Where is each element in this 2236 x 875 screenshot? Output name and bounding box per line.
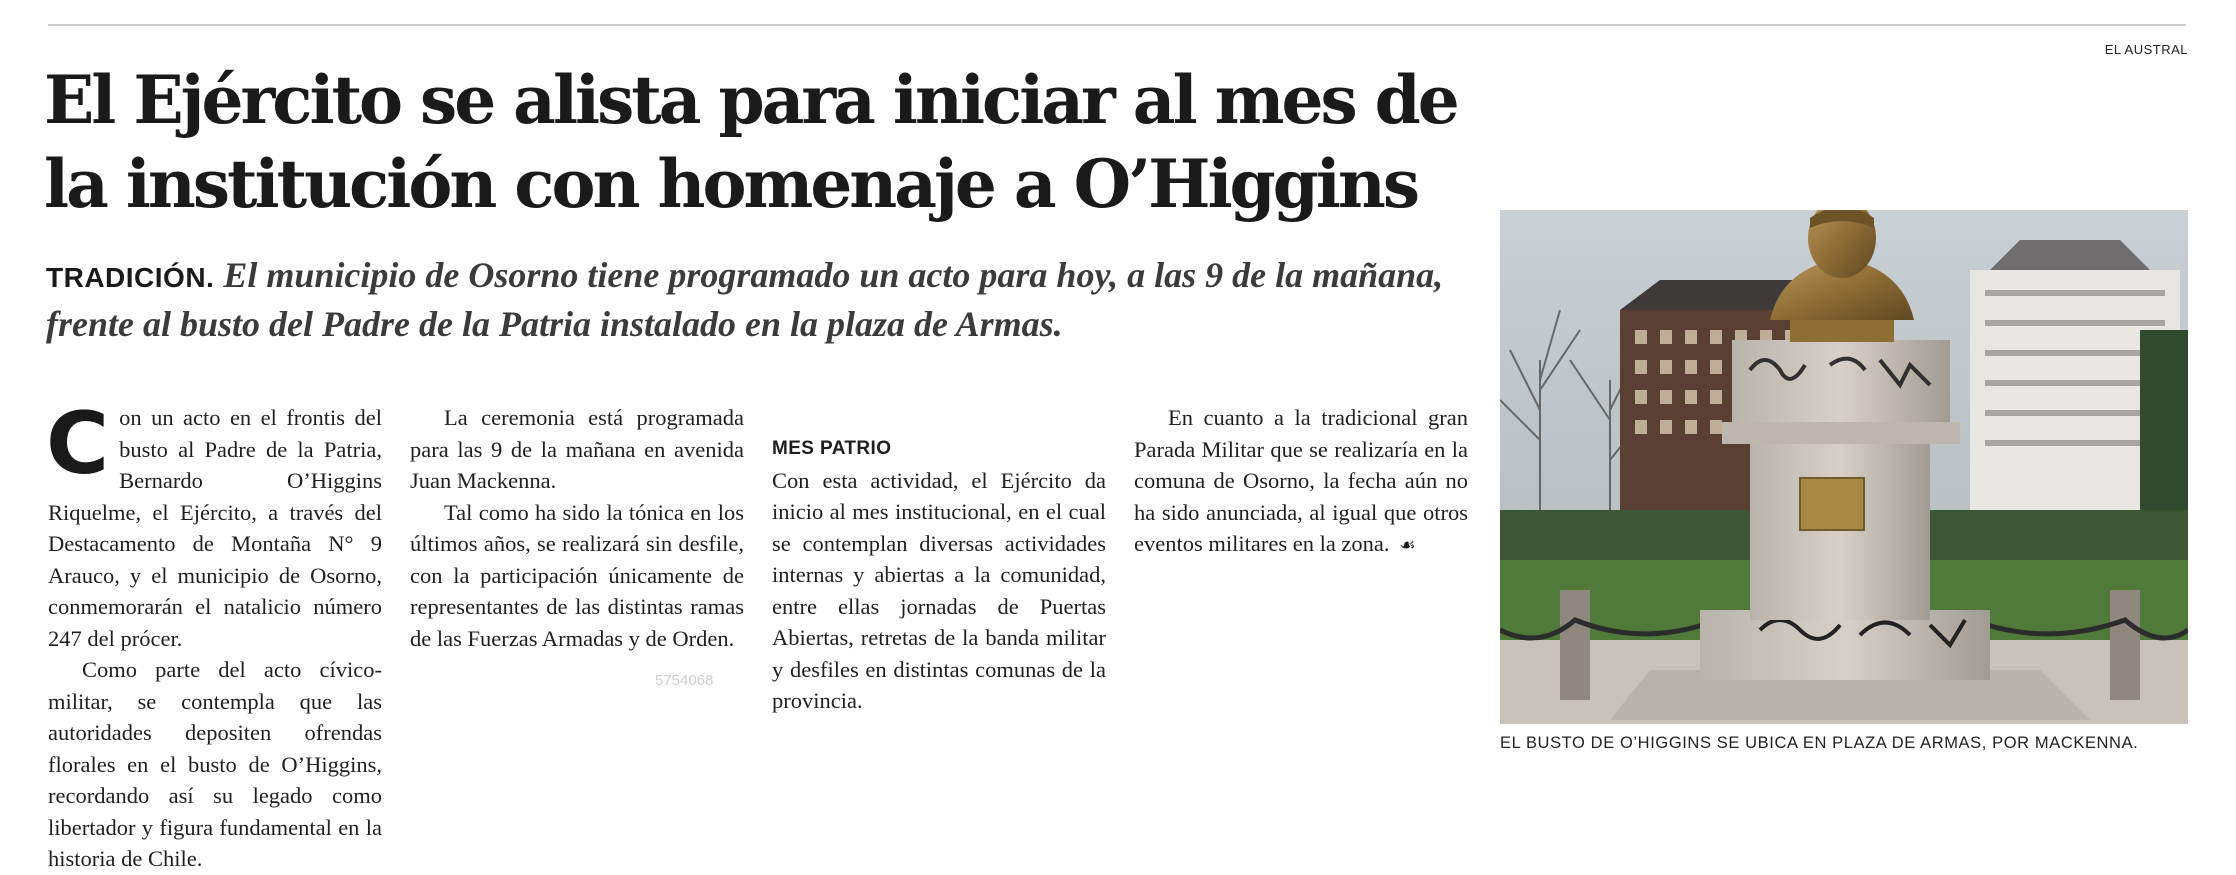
deck xyxy=(46,252,1466,347)
end-mark-icon: ☙ xyxy=(1399,535,1416,556)
photo-bust xyxy=(1500,210,2188,724)
body-text: Con esta actividad, el Ejército da inicio al mes institucional, en el cual se contemplan diversas actividades internas y abiertas a la comunidad, entre ellas jornadas de Puertas Abiertas, retretas de la banda militar y desfiles en distintas comunas de la provincia. xyxy=(772,467,1106,713)
photo-caption: EL BUSTO DE O’HIGGINS SE UBICA EN PLAZA DE ARMAS, POR MACKENNA. xyxy=(1500,734,2139,752)
article-column-2 xyxy=(410,402,744,654)
body-paragraph-6 xyxy=(1134,402,1468,562)
deck-label: TRADICIÓN. xyxy=(46,262,215,293)
body-paragraph-3 xyxy=(410,402,744,497)
body-text: on un acto en el frontis del busto al Padre de la Patria, Bernardo O’Higgins Riquelme, el Ejército, a través del Destacamento de Montaña N° 9 Arauco, y el municipio de Osorno, conmemorarán el natalicio número 247 del prócer. xyxy=(48,405,382,651)
section-subhead: MES PATRIO xyxy=(772,438,892,459)
top-rule xyxy=(48,24,2186,26)
watermark: 5754068 xyxy=(655,672,714,689)
body-text: Como parte del acto cívico-militar, se contempla que las autoridades depositen ofrendas florales en el busto de O’Higgins, recordando así su legado como libertador y figura fundamental en la historia de Chile. xyxy=(48,657,382,871)
bust-photo-illustration xyxy=(1500,210,2188,724)
body-paragraph-4 xyxy=(410,497,744,655)
body-paragraph-1 xyxy=(46,394,382,654)
body-text: La ceremonia está programada para las 9 de la mañana en avenida Juan Mackenna. xyxy=(410,405,744,493)
article-column-4 xyxy=(1134,402,1468,562)
body-paragraph-5 xyxy=(772,465,1106,717)
source-label: EL AUSTRAL xyxy=(2104,42,2188,57)
body-text: En cuanto a la tradicional gran Parada Militar que se realizaría en la comuna de Osorno, la fecha aún no ha sido anunciada, al igual que otros eventos militares en la zona. xyxy=(1134,405,1468,556)
drop-cap: C xyxy=(46,394,110,494)
article-column-1 xyxy=(46,394,382,875)
headline: El Ejército se alista para iniciar al mes de la institución con homenaje a O’Higgins xyxy=(44,61,1457,223)
body-text: Tal como ha sido la tónica en los últimos años, se realizará sin desfile, con la participación únicamente de representantes de las distintas ramas de las Fuerzas Armadas y de Orden. xyxy=(410,499,744,651)
body-paragraph-2 xyxy=(48,654,382,875)
deck-text: El municipio de Osorno tiene programado un acto para hoy, a las 9 de la mañana, frente al busto del Padre de la Patria instalado en la plaza de Armas. xyxy=(46,255,1444,344)
article-column-3 xyxy=(772,402,1106,717)
